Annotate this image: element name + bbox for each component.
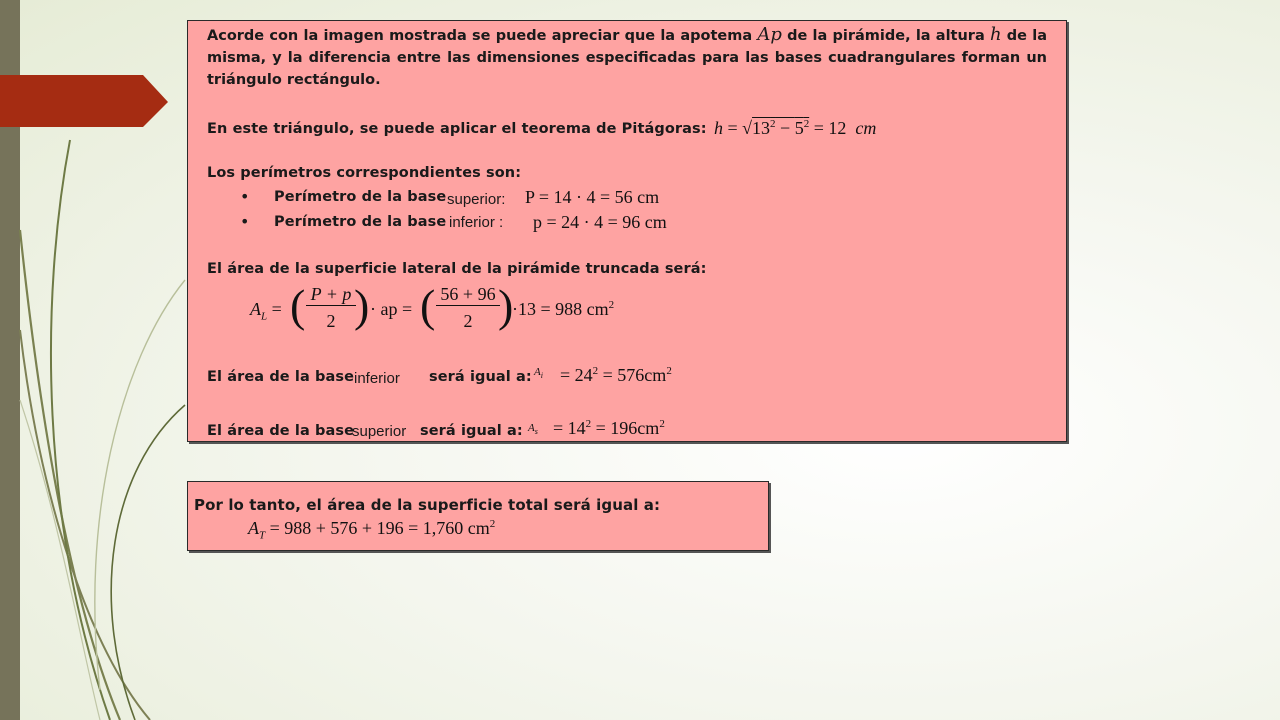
perimeters-title: Los perímetros correspondientes son: [207, 165, 522, 181]
perim1-label: Perímetro de la base [274, 189, 447, 205]
apothem-symbol: Ap [757, 24, 782, 45]
inf-tail: será igual a: [429, 369, 532, 385]
pyth-unit: cm [855, 118, 877, 138]
inf-label: El área de la base [207, 369, 355, 385]
inf-sym: $A_i$ [534, 366, 543, 381]
content-box: Acorde con la imagen mostrada se puede apreciar que la apotema Ap de la pirámide, la altura h de la misma, y la diferencia entre las dimensiones especificadas para las bases cuadrangulares forman un triángulo rectángulo. En este triángulo, se puede aplicar el teorema de Pitágoras: $h = √13^2 - 5^2 = 12$ cm Los perímetros correspondientes son: • Perímetro de la base superior: P = 14 · 4 = 56 cm • Perímetro de la base inferior : p = 24 · 4 = 96 cm El área de la superficie lateral de la pirámide truncada será: $A_L$ = ( P + p 2 ) · ap = ( 56 + 96 2 ) ·13 = 988 $cm^2$ El área de la base inferior será igual a: $A_i$ = $24^2 = 576cm^2$ El área de la base superior será igual a: $A_s$ = $14^2 = 196cm^2$ [187, 20, 1067, 442]
lateral-text: El área de la superficie lateral de la pirámide truncada será: [207, 261, 707, 277]
paren-right: ) [354, 280, 370, 331]
fraction2-den: 2 [463, 311, 473, 331]
paren-right: ) [498, 280, 514, 331]
total-text: Por lo tanto, el área de la superficie total será igual a: [194, 496, 661, 514]
paren-left: ( [420, 280, 436, 331]
perim1-formula: P = 14 · 4 = 56 cm [525, 187, 660, 207]
sup-label: El área de la base [207, 423, 355, 439]
sup-formula: = $14^2 = 196cm^2$ [553, 418, 665, 438]
paren-left: ( [290, 280, 306, 331]
pythagoras-text: En este triángulo, se puede aplicar el teorema de Pitágoras: [207, 121, 707, 137]
lateral-lhs: A [250, 299, 261, 319]
pyth-base2: 5 [794, 118, 804, 138]
inf-formula: = $24^2 = 576cm^2$ [560, 365, 672, 385]
inf-word: inferior [354, 370, 400, 387]
perim1-word: superior: [447, 191, 506, 208]
pyth-lhs: h [714, 118, 723, 138]
sup-word: superior [352, 423, 407, 440]
total-formula: $A_T = 988 + 576 + 196 = 1,760$ $cm^2$ [248, 518, 496, 542]
pythagoras-formula: $h = √13^2 - 5^2 = 12$ cm [714, 118, 877, 138]
intro-part2: de la pirámide, la altura [781, 28, 990, 44]
arrow-tab [0, 75, 170, 129]
pyth-base1: 13 [752, 118, 771, 138]
perim2-label: Perímetro de la base [274, 214, 447, 230]
sup-tail: será igual a: [420, 423, 523, 439]
intro-paragraph [207, 24, 1047, 91]
intro-part1: Acorde con la imagen mostrada se puede apreciar que la apotema [207, 28, 758, 44]
fraction1-num: P + p [306, 284, 356, 306]
lateral-mid: · ap = [370, 299, 413, 319]
fraction2-num: 56 + 96 [436, 284, 500, 306]
lateral-tail: ·13 = 988 $cm^2$ [512, 299, 615, 319]
total-box [187, 481, 769, 551]
bullet-dot: • [240, 212, 250, 231]
lateral-sub: L [261, 310, 268, 323]
bullet-dot: • [240, 187, 250, 206]
pyth-result: 12 [828, 118, 847, 138]
height-symbol: h [989, 24, 1002, 45]
fraction1-den: 2 [326, 311, 336, 331]
sup-sym: $A_s$ [528, 422, 538, 437]
perim2-formula: p = 24 · 4 = 96 cm [533, 212, 667, 232]
perim2-word: inferior : [449, 214, 504, 231]
intro-part3: de la misma, y la diferencia entre las dimensiones especificadas para las bases cuadrangulares forman un triángulo rectángulo. [207, 28, 1047, 88]
